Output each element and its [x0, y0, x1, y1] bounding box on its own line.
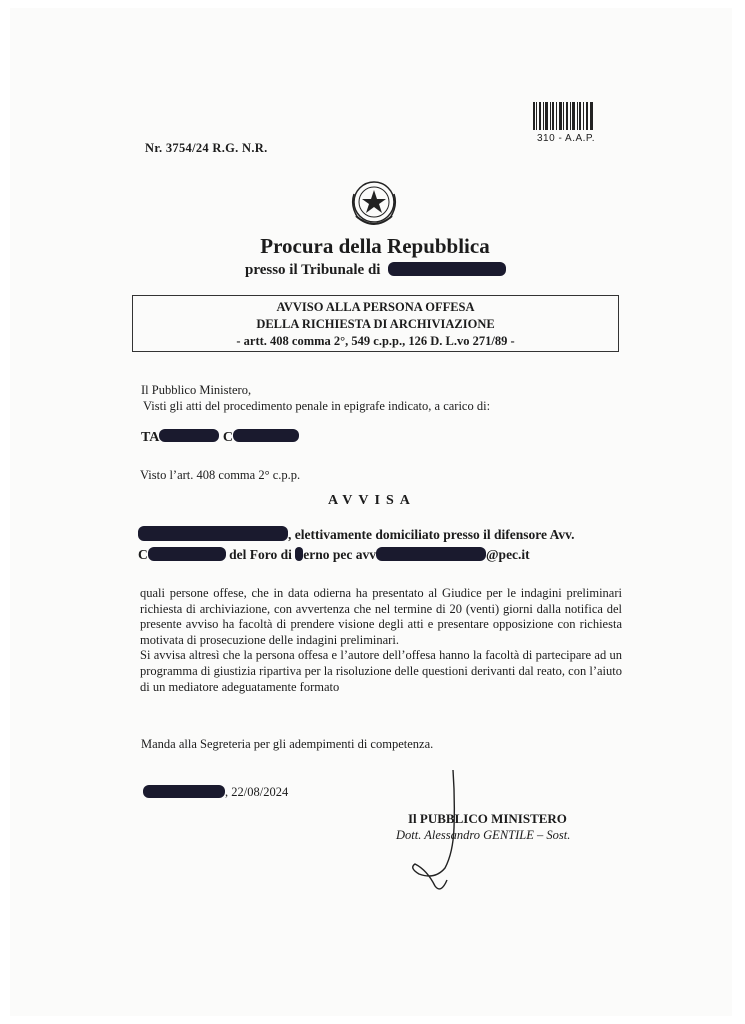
recipient-line1 — [138, 525, 618, 545]
office-subtitle-prefix: presso il Tribunale di — [245, 262, 381, 278]
notice-line3: - artt. 408 comma 2°, 549 c.p.p., 126 D. L.vo 271/89 - — [236, 334, 515, 348]
recipient-line2 — [138, 545, 618, 565]
redacted-surname — [159, 429, 219, 442]
redacted-lawyer-name — [148, 547, 226, 561]
lawyer-initial: C — [138, 547, 148, 562]
pec-domain: @pec.it — [486, 547, 530, 562]
italian-republic-emblem-icon — [348, 176, 400, 231]
visto-text: Visto l’art. 408 comma 2° c.p.p. — [140, 468, 301, 482]
redacted-pec — [376, 547, 486, 561]
body-text — [140, 586, 622, 695]
defendant-prefix: TA — [141, 430, 160, 445]
notice-box — [132, 295, 619, 352]
notice-line2: DELLA RICHIESTA DI ARCHIVIAZIONE — [256, 317, 495, 331]
barcode-icon — [533, 102, 593, 130]
office-subtitle — [245, 262, 506, 279]
office-title: Procura della Repubblica — [260, 234, 490, 258]
body-paragraph-1: quali persone offese, che in data odierna ha presentato al Giudice per le indagini preliminari richiesta di archiviazione, con avvertenza che nel termine di 20 (venti) giorni dalla notifica del presente avviso ha facoltà di prendere visione degli atti e presentare opposizione con richiesta motivata di prosecuzione delle indagini preliminari. — [140, 586, 622, 647]
notice-line1: AVVISO ALLA PERSONA OFFESA — [276, 300, 475, 314]
defendant-initial: C — [222, 430, 234, 445]
recipient-block — [138, 525, 618, 565]
pec-label: erno pec avv — [303, 547, 376, 562]
redacted-city-2 — [295, 547, 303, 561]
date-line: , 22/08/2024 — [143, 785, 288, 800]
manda-text: Manda alla Segreteria per gli adempimenti di competenza. — [141, 737, 434, 751]
barcode-code: 310 - A.A.P. — [537, 133, 596, 144]
redacted-place — [143, 785, 225, 798]
signature-title: Il PUBBLICO MINISTERO — [408, 811, 567, 826]
pm-intro: Il Pubblico Ministero, — [141, 383, 252, 397]
recipient-domicile: , elettivamente domiciliato presso il difensore Avv. — [288, 527, 575, 542]
protocol-number: Nr. 3754/24 R.G. N.R. — [145, 141, 268, 155]
foro-label: del Foro di — [229, 547, 292, 562]
defendant-name — [141, 430, 299, 446]
redacted-recipient-name — [138, 526, 288, 541]
signatory-name: Dott. Alessandro GENTILE – Sost. — [396, 828, 571, 842]
redacted-city — [388, 262, 506, 276]
visti-text: Visti gli atti del procedimento penale in epigrafe indicato, a carico di: — [143, 399, 491, 413]
body-paragraph-2: Si avvisa altresì che la persona offesa e l’autore dell’offesa hanno la facoltà di partecipare ad un programma di giustizia ripartiva per la risoluzione delle questioni derivanti dal reato, con l’aiuto di un mediatore adeguatamente formato — [140, 648, 622, 694]
avvisa-heading: AVVISA — [328, 493, 416, 508]
document-date: 22/08/2024 — [231, 785, 289, 799]
redacted-firstname — [233, 429, 299, 442]
document-page — [10, 8, 732, 1016]
